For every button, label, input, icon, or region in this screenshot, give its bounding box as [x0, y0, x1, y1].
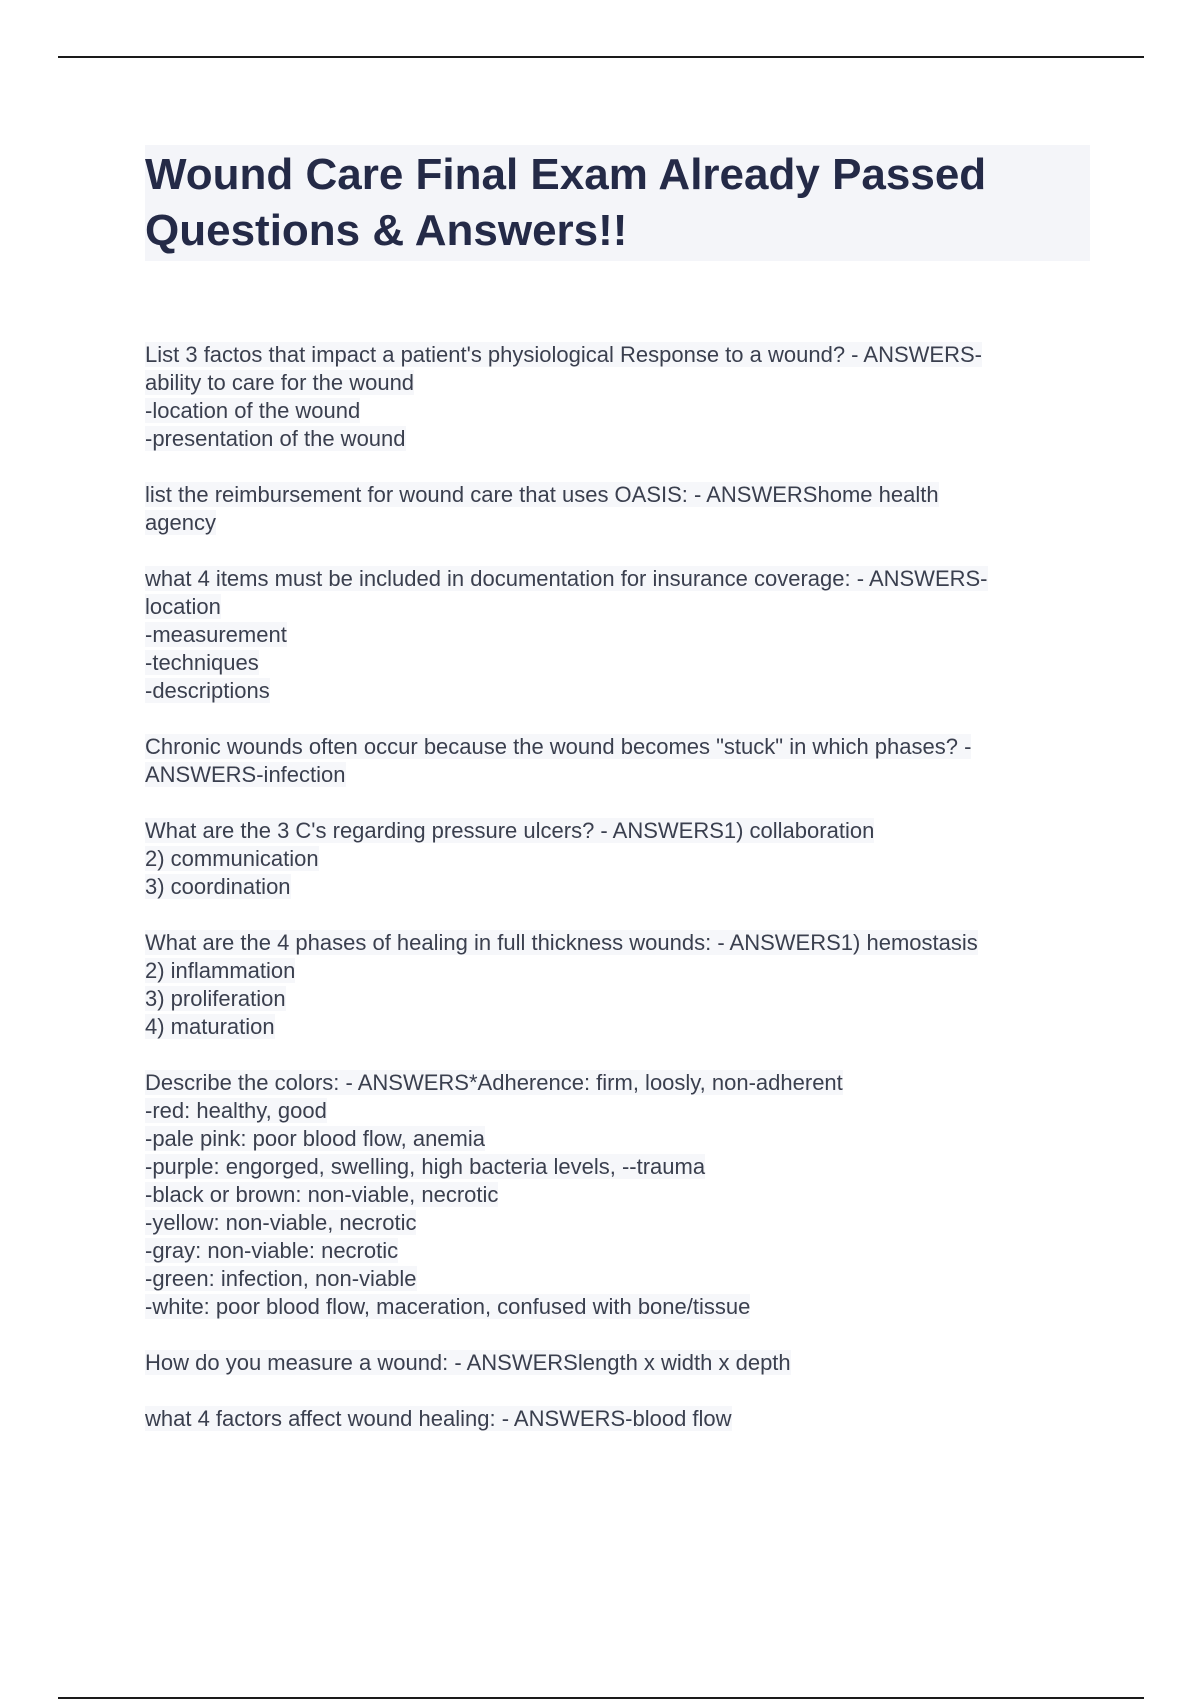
- qa-line: 2) communication: [145, 846, 319, 871]
- qa-line: ability to care for the wound: [145, 370, 415, 395]
- qa-line: 2) inflammation: [145, 958, 296, 983]
- qa-line: what 4 factors affect wound healing: - ANSWERS-blood flow: [145, 1406, 732, 1431]
- qa-line: -red: healthy, good: [145, 1098, 327, 1123]
- qa-line: -green: infection, non-viable: [145, 1266, 417, 1291]
- qa-line: -measurement: [145, 622, 287, 647]
- qa-item-3: [145, 565, 1090, 705]
- top-rule: [58, 56, 1144, 58]
- qa-line: -black or brown: non-viable, necrotic: [145, 1182, 499, 1207]
- qa-line: -location of the wound: [145, 398, 361, 423]
- qa-line: what 4 items must be included in documentation for insurance coverage: - ANSWERS-: [145, 566, 988, 591]
- qa-line: -descriptions: [145, 678, 270, 703]
- qa-item-4: [145, 733, 1090, 789]
- qa-list: [145, 341, 1090, 1433]
- qa-item-1: [145, 341, 1090, 453]
- qa-item-6: [145, 929, 1090, 1041]
- qa-line: What are the 4 phases of healing in full thickness wounds: - ANSWERS1) hemostasis: [145, 930, 978, 955]
- qa-item-7: [145, 1069, 1090, 1321]
- qa-line: -pale pink: poor blood flow, anemia: [145, 1126, 485, 1151]
- qa-line: List 3 factos that impact a patient's physiological Response to a wound? - ANSWERS-: [145, 342, 982, 367]
- qa-line: 4) maturation: [145, 1014, 275, 1039]
- qa-line: -gray: non-viable: necrotic: [145, 1238, 399, 1263]
- qa-item-8: [145, 1349, 1090, 1377]
- bottom-rule: [58, 1697, 1144, 1699]
- document-title: Wound Care Final Exam Already Passed Questions & Answers!!: [145, 145, 1090, 261]
- qa-line: Describe the colors: - ANSWERS*Adherence: firm, loosly, non-adherent: [145, 1070, 843, 1095]
- qa-line: -techniques: [145, 650, 259, 675]
- qa-line: agency: [145, 510, 216, 535]
- qa-item-2: [145, 481, 1090, 537]
- qa-line: What are the 3 C's regarding pressure ulcers? - ANSWERS1) collaboration: [145, 818, 875, 843]
- qa-line: location: [145, 594, 221, 619]
- qa-line: ANSWERS-infection: [145, 762, 346, 787]
- qa-line: How do you measure a wound: - ANSWERSlength x width x depth: [145, 1350, 791, 1375]
- qa-line: -white: poor blood flow, maceration, confused with bone/tissue: [145, 1294, 751, 1319]
- qa-line: Chronic wounds often occur because the wound becomes "stuck" in which phases? -: [145, 734, 972, 759]
- qa-line: list the reimbursement for wound care that uses OASIS: - ANSWERShome health: [145, 482, 939, 507]
- qa-line: -yellow: non-viable, necrotic: [145, 1210, 417, 1235]
- qa-line: 3) proliferation: [145, 986, 286, 1011]
- document-body: [145, 145, 1090, 1461]
- qa-line: 3) coordination: [145, 874, 291, 899]
- qa-item-5: [145, 817, 1090, 901]
- qa-line: -presentation of the wound: [145, 426, 406, 451]
- qa-line: -purple: engorged, swelling, high bacteria levels, --trauma: [145, 1154, 706, 1179]
- qa-item-9: [145, 1405, 1090, 1433]
